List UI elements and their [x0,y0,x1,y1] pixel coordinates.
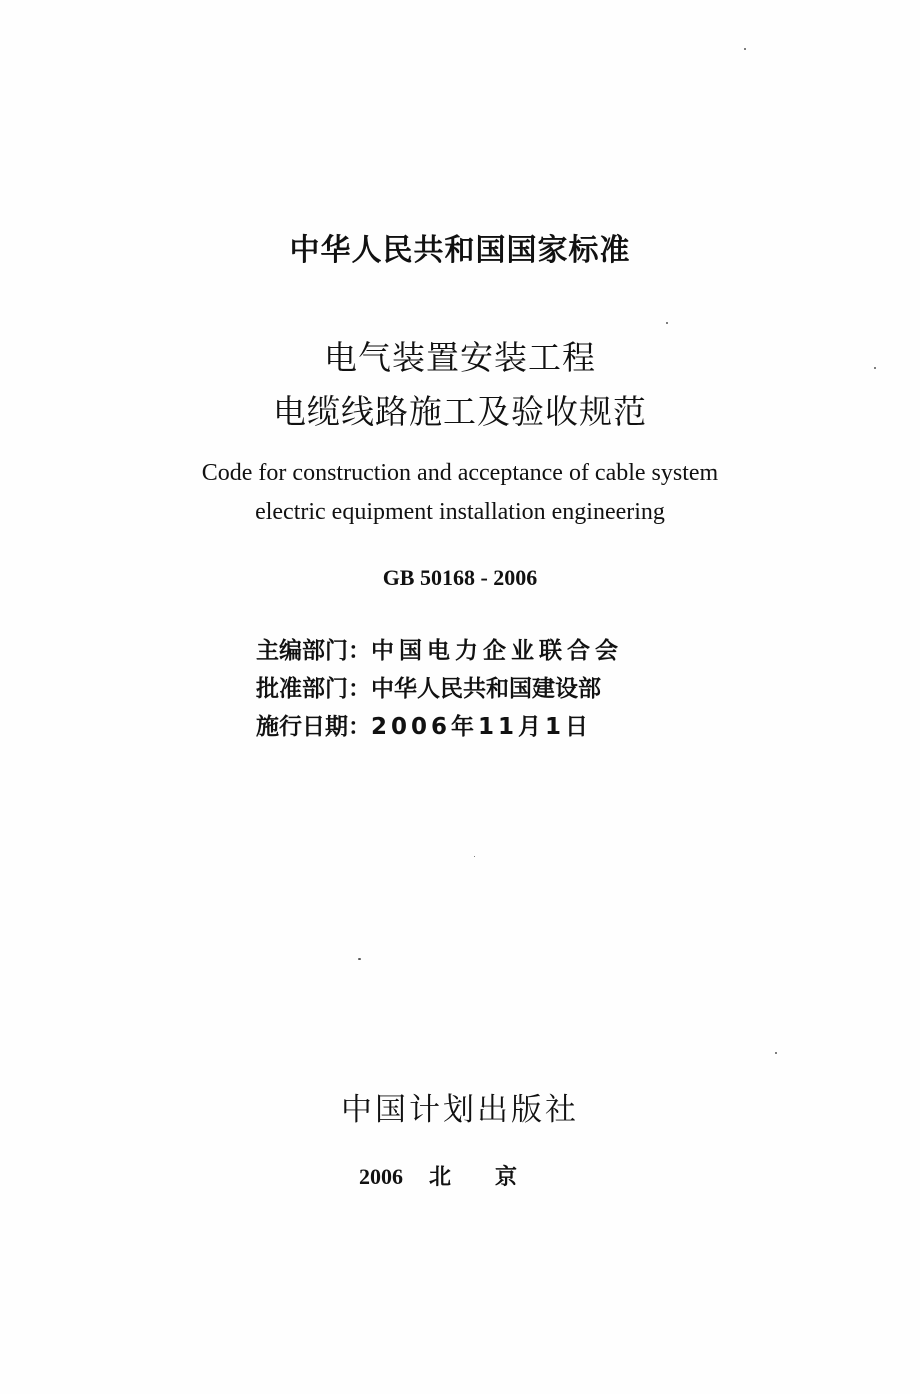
approval-label: 批准部门： [256,676,371,702]
approval-value: 中华人民共和国建设部 [371,676,601,702]
chief-editor-value: 中国电力企业联合会 [371,638,623,664]
effective-date-value: 2006年11月1日 [371,714,593,740]
standard-type: 中华人民共和国国家标准 [289,233,631,268]
publish-year: 2006 [358,1164,403,1189]
title-en-line2: electric equipment installation engineering [255,499,665,525]
scan-speck [474,856,475,857]
scan-speck [775,1052,777,1054]
approval-row [256,670,601,703]
title-cn-line2: 电缆线路施工及验收规范 [273,392,647,431]
scan-speck [666,322,668,324]
chief-editor-row [256,632,623,665]
scan-speck [358,958,361,960]
effective-date-row [256,708,592,741]
effective-date-label: 施行日期： [256,714,371,740]
standard-number: GB 50168 - 2006 [382,565,538,590]
scan-speck [744,48,746,50]
publisher: 中国计划出版社 [341,1092,579,1128]
publish-city: 北京 [428,1165,561,1190]
title-cn-line1: 电气装置安装工程 [324,338,596,377]
publish-place-line [0,1160,920,1191]
title-en-line1: Code for construction and acceptance of cable system [201,460,719,486]
scan-speck [874,367,876,369]
chief-editor-label: 主编部门： [256,638,371,664]
